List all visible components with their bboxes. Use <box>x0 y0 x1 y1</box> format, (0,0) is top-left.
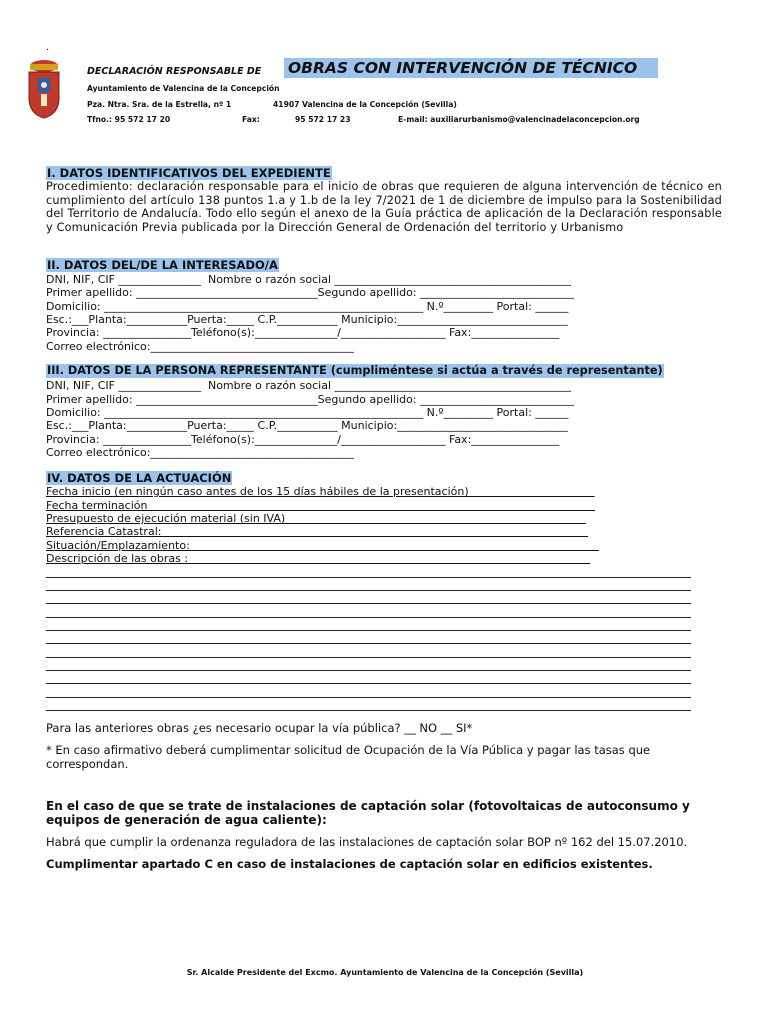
form-row-dni[interactable]: DNI, NIF, CIF _______________ Nombre o razón social ___________________________________________ <box>46 273 571 286</box>
form-row-apellidos[interactable]: Primer apellido: _________________________________Segundo apellido: ____________________________ <box>46 286 575 299</box>
field-situacion[interactable]: Situación/Emplazamiento: <box>46 539 599 552</box>
footer-addressee: Sr. Alcalde Presidente del Excmo. Ayuntamiento de Valencina de la Concepción (Sevilla) <box>186 968 584 977</box>
form-row-dni[interactable]: DNI, NIF, CIF _______________ Nombre o razón social ___________________________________________ <box>46 379 571 392</box>
description-line[interactable] <box>46 630 691 631</box>
fax-value: 95 572 17 23 <box>295 115 351 124</box>
municipal-crest-logo <box>24 58 64 120</box>
form-row-esc[interactable]: Esc.:___Planta:___________Puerta:_____ C.P.___________ Municipio:_______________________________ <box>46 419 568 432</box>
section-3-title <box>46 364 664 378</box>
solar-heading: En el caso de que se trate de instalaciones de captación solar (fotovoltaicas de autoconsumo y equipos de generación de agua caliente): <box>46 799 690 827</box>
address: Pza. Ntra. Sra. de la Estrella, nº 1 <box>87 100 232 109</box>
field-referencia-catastral[interactable]: Referencia Catastral: <box>46 525 589 538</box>
solar-apartado-c: Cumplimentar apartado C en caso de instalaciones de captación solar en edificios existentes. <box>46 857 653 871</box>
description-line[interactable] <box>46 577 691 578</box>
description-line[interactable] <box>46 643 691 644</box>
section-1-text: Procedimiento: declaración responsable para el inicio de obras que requieren de alguna intervención de técnico en cumplimiento del artículo 138 puntos 1.a y 1.b de la ley 7/2021 de 1 de diciembre de impulso para la Sostenibilidad del Territorio de Andalucía. Todo ello según el anexo de la Guía práctica de aplicación de la Declaración responsable y Comunicación Previa publicada por la Dirección General de Ordenación del territorio y Urbanismo <box>46 180 722 234</box>
description-line[interactable] <box>46 603 691 604</box>
fax-label: Fax: <box>242 115 260 124</box>
form-row-domicilio[interactable]: Domicilio: __________________________________________________________ N.º_________ Portal: ______ <box>46 406 569 419</box>
form-row-email[interactable]: Correo electrónico:_____________________________________ <box>46 340 354 353</box>
description-line[interactable] <box>46 617 691 618</box>
via-publica-note: * En caso afirmativo deberá cumplimentar solicitud de Ocupación de la Vía Pública y pagar las tasas que correspondan. <box>46 743 651 771</box>
description-line[interactable] <box>46 590 691 591</box>
description-line[interactable] <box>46 710 691 711</box>
section-3-title-main: III. DATOS DE LA PERSONA REPRESENTANTE <box>47 364 327 377</box>
form-row-provincia[interactable]: Provincia: ________________Teléfono(s):_______________/___________________ Fax:________________ <box>46 433 560 446</box>
email: E-mail: auxiliarurbanismo@valencinadelaconcepcion.org <box>398 115 640 124</box>
ayuntamiento-name: Ayuntamiento de Valencina de la Concepción <box>87 84 280 93</box>
via-publica-question[interactable]: Para las anteriores obras ¿es necesario ocupar la vía pública? __ NO __ SI* <box>46 721 473 735</box>
top-dot: . <box>46 42 50 53</box>
field-fecha-inicio[interactable]: Fecha inicio (en ningún caso antes de los 15 días hábiles de la presentación) <box>46 485 595 498</box>
section-3-title-note: (cumpliméntese si actúa a través de representante) <box>326 364 663 377</box>
section-1-title: I. DATOS IDENTIFICATIVOS DEL EXPEDIENTE <box>47 166 331 180</box>
form-row-apellidos[interactable]: Primer apellido: _________________________________Segundo apellido: ____________________________ <box>46 393 575 406</box>
solar-ordenanza: Habrá que cumplir la ordenanza reguladora de las instalaciones de captación solar BOP nº 162 del 15.07.2010. <box>46 835 688 849</box>
form-row-esc[interactable]: Esc.:___Planta:___________Puerta:_____ C.P.___________ Municipio:_______________________________ <box>46 313 568 326</box>
postal-address: 41907 Valencina de la Concepción (Sevilla) <box>273 100 457 109</box>
description-line[interactable] <box>46 683 691 684</box>
form-row-email[interactable]: Correo electrónico:_____________________________________ <box>46 446 354 459</box>
description-line[interactable] <box>46 697 691 698</box>
section-2-title: II. DATOS DEL/DE LA INTERESADO/A <box>47 258 278 272</box>
phone: Tfno.: 95 572 17 20 <box>87 115 171 124</box>
section-4-title: IV. DATOS DE LA ACTUACIÓN <box>47 471 232 485</box>
field-fecha-terminacion[interactable]: Fecha terminación <box>46 499 596 512</box>
header-title-highlight: OBRAS CON INTERVENCIÓN DE TÉCNICO <box>284 58 658 78</box>
description-line[interactable] <box>46 670 691 671</box>
field-descripcion[interactable]: Descripción de las obras : <box>46 552 591 565</box>
header-title-prefix: DECLARACIÓN RESPONSABLE DE <box>87 66 262 77</box>
form-row-domicilio[interactable]: Domicilio: __________________________________________________________ N.º_________ Portal: ______ <box>46 300 569 313</box>
form-row-provincia[interactable]: Provincia: ________________Teléfono(s):_______________/___________________ Fax:________________ <box>46 326 560 339</box>
description-line[interactable] <box>46 657 691 658</box>
field-presupuesto[interactable]: Presupuesto de ejecución material (sin IVA) <box>46 512 586 525</box>
